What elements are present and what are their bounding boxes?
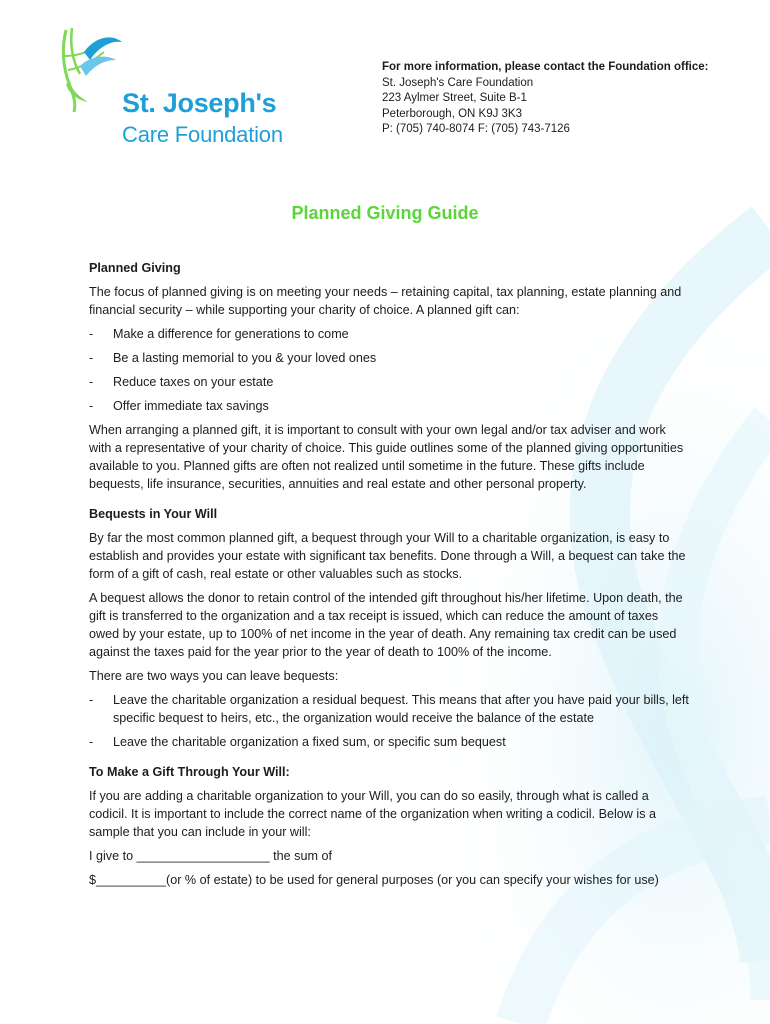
list-item: - Be a lasting memorial to you & your loved ones [89,351,377,365]
heading-gift-through-will: To Make a Gift Through Your Will: [89,765,290,779]
contact-intro: For more information, please contact the Foundation office: [382,61,709,73]
bequest-ways-list [89,691,689,751]
codicil-sample-line-2: $__________(or % of estate) to be used for general purposes (or you can specify your wishes for use) [89,873,659,887]
bequests-paragraph-1: By far the most common planned gift, a bequest through your Will to a charitable organization, is easy to establish and provides your estate with significant tax benefits. Done through a Will, a bequest can take the form of a gift of cash, real estate or other valuables such as stocks. [89,531,686,581]
document-title: Planned Giving Guide [291,203,479,223]
list-item: - Reduce taxes on your estate [89,375,274,389]
codicil-sample-line-1: I give to ___________________ the sum of [89,849,332,863]
heading-planned-giving: Planned Giving [89,261,181,275]
list-item: - Offer immediate tax savings [89,399,269,413]
contact-block [382,60,709,138]
st-josephs-logo-icon [58,26,128,116]
planned-benefits-list [89,325,689,415]
bequests-paragraph-2: A bequest allows the donor to retain control of the intended gift throughout his/her lifetime. Upon death, the gift is transferred to the organization and a tax receipt is issued, which can reduce the amount of taxes owed by your estate, up to 100% of net income in the year of death. Any remaining tax credit can be used against the taxes paid for the year prior to the year of death to 100% of the income. [89,591,683,659]
organization-logo [58,26,298,156]
list-item: - Leave the charitable organization a residual bequest. This means that after you have paid your bills, left specific bequest to heirs, etc., the organization would receive the balance of the estate [89,693,689,725]
contact-line-name: St. Joseph's Care Foundation [382,76,534,89]
planned-intro-paragraph: The focus of planned giving is on meeting your needs – retaining capital, tax planning, estate planning and financial security – while supporting your charity of choice. A planned gift can: [89,285,682,317]
logo-subname-text: Care Foundation [122,122,283,147]
logo-name-text: St. Joseph's [122,88,277,118]
planned-arranging-paragraph: When arranging a planned gift, it is important to consult with your own legal and/or tax adviser and work with a representative of your charity of choice. This guide outlines some of the planned giving opportunities available to you. Planned gifts are often not realized until sometime in the future. These gifts include bequests, life insurance, securities, annuities and real estate and other personal property. [89,423,684,491]
list-item: - Make a difference for generations to come [89,327,349,341]
document-body [89,259,689,895]
heading-bequests: Bequests in Your Will [89,507,218,521]
bequests-paragraph-3: There are two ways you can leave bequests: [89,669,339,683]
contact-line-city: Peterborough, ON K9J 3K3 [382,107,522,120]
list-item: - Leave the charitable organization a fixed sum, or specific sum bequest [89,735,506,749]
gift-paragraph: If you are adding a charitable organization to your Will, you can do so easily, through what is called a codicil. It is important to include the correct name of the organization when writing a codicil. Below is a sample that you can include in your will: [89,789,656,839]
contact-line-street: 223 Aylmer Street, Suite B-1 [382,92,527,104]
contact-line-phone: P: (705) 740-8074 F: (705) 743-7126 [382,123,570,135]
